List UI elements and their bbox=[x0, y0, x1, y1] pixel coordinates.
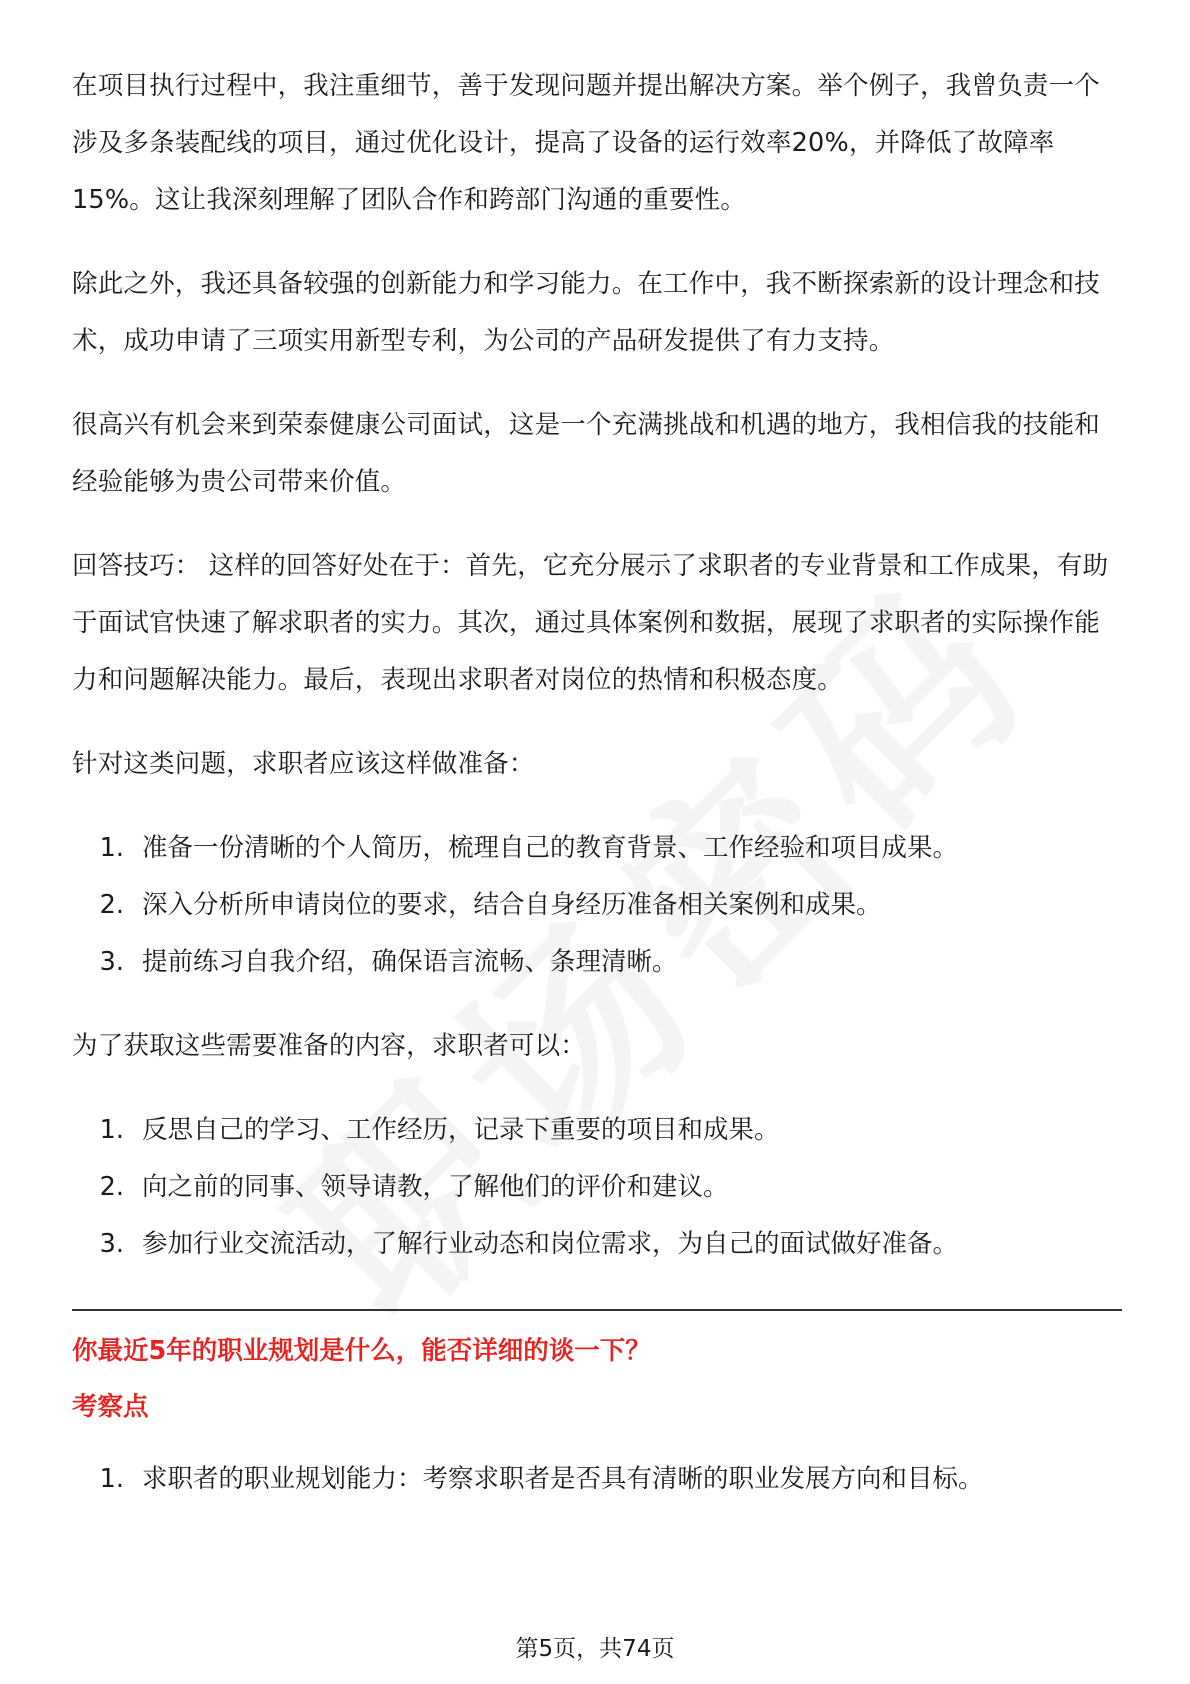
prep-list bbox=[72, 820, 1122, 991]
paragraph-answer-tips: 回答技巧： 这样的回答好处在于：首先，它充分展示了求职者的专业背景和工作成果，有助于面试官快速了解求职者的实力。其次，通过具体案例和数据，展现了求职者的实际操作能力和问题解决能力。最后，表现出求职者对岗位的热情和积极态度。 bbox=[72, 551, 1109, 695]
paragraph-interview: 很高兴有机会来到荣泰健康公司面试，这是一个充满挑战和机遇的地方，我相信我的技能和经验能够为贵公司带来价值。 bbox=[72, 410, 1101, 497]
list-text: 反思自己的学习、工作经历，记录下重要的项目和成果。 bbox=[142, 1115, 780, 1145]
list-number: 3. bbox=[99, 1229, 124, 1259]
list-text: 向之前的同事、领导请教，了解他们的评价和建议。 bbox=[142, 1172, 729, 1202]
list-item bbox=[72, 820, 1122, 877]
list-number: 3. bbox=[99, 947, 124, 977]
list-text: 参加行业交流活动，了解行业动态和岗位需求，为自己的面试做好准备。 bbox=[142, 1229, 959, 1259]
section-divider bbox=[72, 1309, 1122, 1311]
list-item bbox=[72, 934, 1122, 991]
list-item bbox=[72, 1216, 1122, 1273]
page-number-footer: 第5页，共74页 bbox=[515, 1636, 675, 1662]
obtain-intro: 为了获取这些需要准备的内容，求职者可以： bbox=[72, 1031, 587, 1061]
list-text: 深入分析所申请岗位的要求，结合自身经历准备相关案例和成果。 bbox=[142, 890, 882, 920]
prep-intro: 针对这类问题，求职者应该这样做准备： bbox=[72, 749, 535, 779]
list-number: 2. bbox=[99, 1172, 124, 1202]
list-text: 准备一份清晰的个人简历，梳理自己的教育背景、工作经验和项目成果。 bbox=[142, 833, 959, 863]
list-text: 提前练习自我介绍，确保语言流畅、条理清晰。 bbox=[142, 947, 678, 977]
list-item bbox=[72, 1102, 1122, 1159]
document-page bbox=[72, 58, 1122, 1535]
list-item bbox=[72, 1451, 1122, 1508]
list-number: 2. bbox=[99, 890, 124, 920]
list-text: 求职者的职业规划能力：考察求职者是否具有清晰的职业发展方向和目标。 bbox=[142, 1464, 984, 1494]
check-list bbox=[72, 1451, 1122, 1508]
obtain-list bbox=[72, 1102, 1122, 1273]
list-item bbox=[72, 877, 1122, 934]
question-heading: 你最近5年的职业规划是什么，能否详细的谈一下？ bbox=[72, 1336, 651, 1366]
subheading-check-points: 考察点 bbox=[72, 1392, 149, 1422]
paragraph-innovation: 除此之外，我还具备较强的创新能力和学习能力。在工作中，我不断探索新的设计理念和技术，成功申请了三项实用新型专利，为公司的产品研发提供了有力支持。 bbox=[72, 269, 1101, 356]
list-number: 1. bbox=[99, 1115, 124, 1145]
list-item bbox=[72, 1159, 1122, 1216]
paragraph-project: 在项目执行过程中，我注重细节，善于发现问题并提出解决方案。举个例子，我曾负责一个涉及多条装配线的项目，通过优化设计，提高了设备的运行效率20%，并降低了故障率15%。这让我深刻理解了团队合作和跨部门沟通的重要性。 bbox=[72, 71, 1101, 215]
list-number: 1. bbox=[99, 1464, 124, 1494]
list-number: 1. bbox=[99, 833, 124, 863]
